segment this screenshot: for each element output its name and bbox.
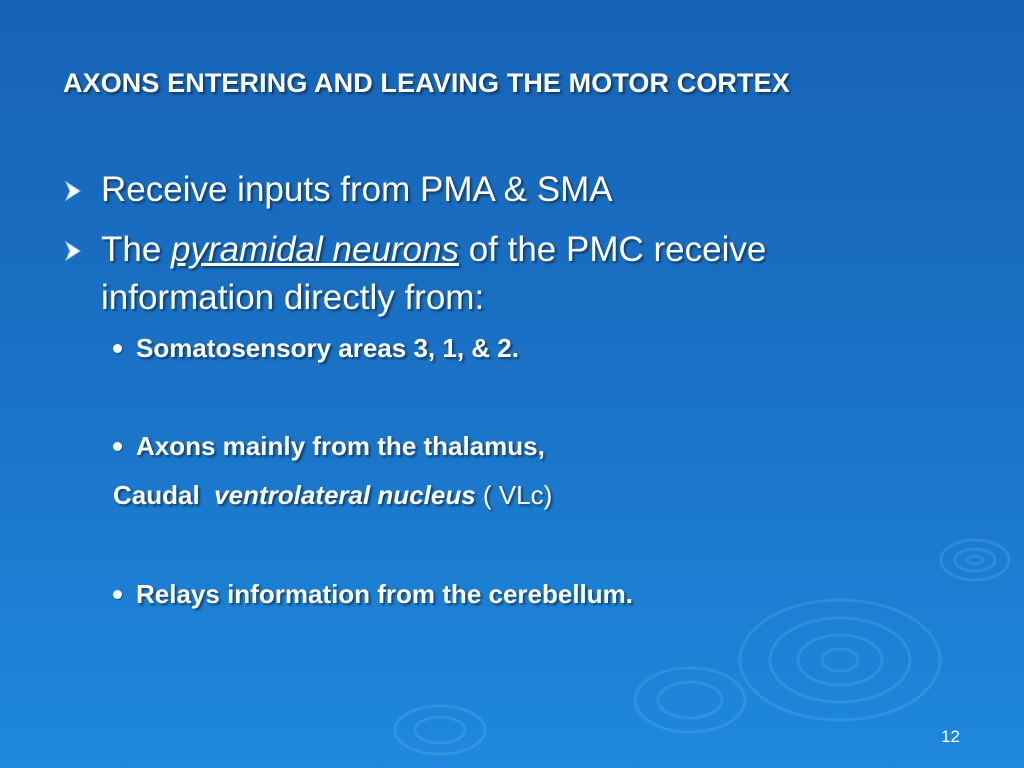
dot-bullet-icon bbox=[113, 590, 122, 599]
sub-bullet-thalamus bbox=[113, 429, 545, 463]
sub-bullet-cerebellum bbox=[113, 577, 633, 611]
dot-bullet-icon bbox=[113, 442, 122, 451]
slide-title: AXONS ENTERING AND LEAVING THE MOTOR CORTEX bbox=[63, 68, 790, 98]
sub-bullet-continuation bbox=[113, 478, 552, 512]
continuation-text: information directly from: bbox=[101, 278, 485, 317]
sub-bullet-text: Relays information from the cerebellum. bbox=[136, 579, 634, 609]
page-number: 12 bbox=[941, 727, 960, 746]
pyramidal-neurons-emphasis: pyramidal neurons bbox=[171, 230, 459, 269]
sub-bullet-text: Axons mainly from the thalamus, bbox=[136, 431, 545, 461]
arrow-bullet-icon bbox=[64, 240, 82, 262]
sub-bullet-somatosensory bbox=[113, 331, 519, 365]
ventrolateral-nucleus-text: ventrolateral nucleus bbox=[214, 480, 476, 510]
bullet-text: Receive inputs from PMA & SMA bbox=[101, 170, 613, 209]
caudal-text: Caudal bbox=[113, 480, 200, 510]
bullet-prefix: The bbox=[101, 230, 172, 269]
bullet-suffix: of the PMC receive bbox=[458, 230, 767, 269]
dot-bullet-icon bbox=[113, 344, 122, 353]
sub-bullet-text: Somatosensory areas 3, 1, & 2. bbox=[136, 333, 519, 363]
arrow-bullet-icon bbox=[64, 180, 82, 202]
vlc-text: ( VLc) bbox=[475, 480, 553, 510]
bullet-text bbox=[101, 226, 766, 274]
